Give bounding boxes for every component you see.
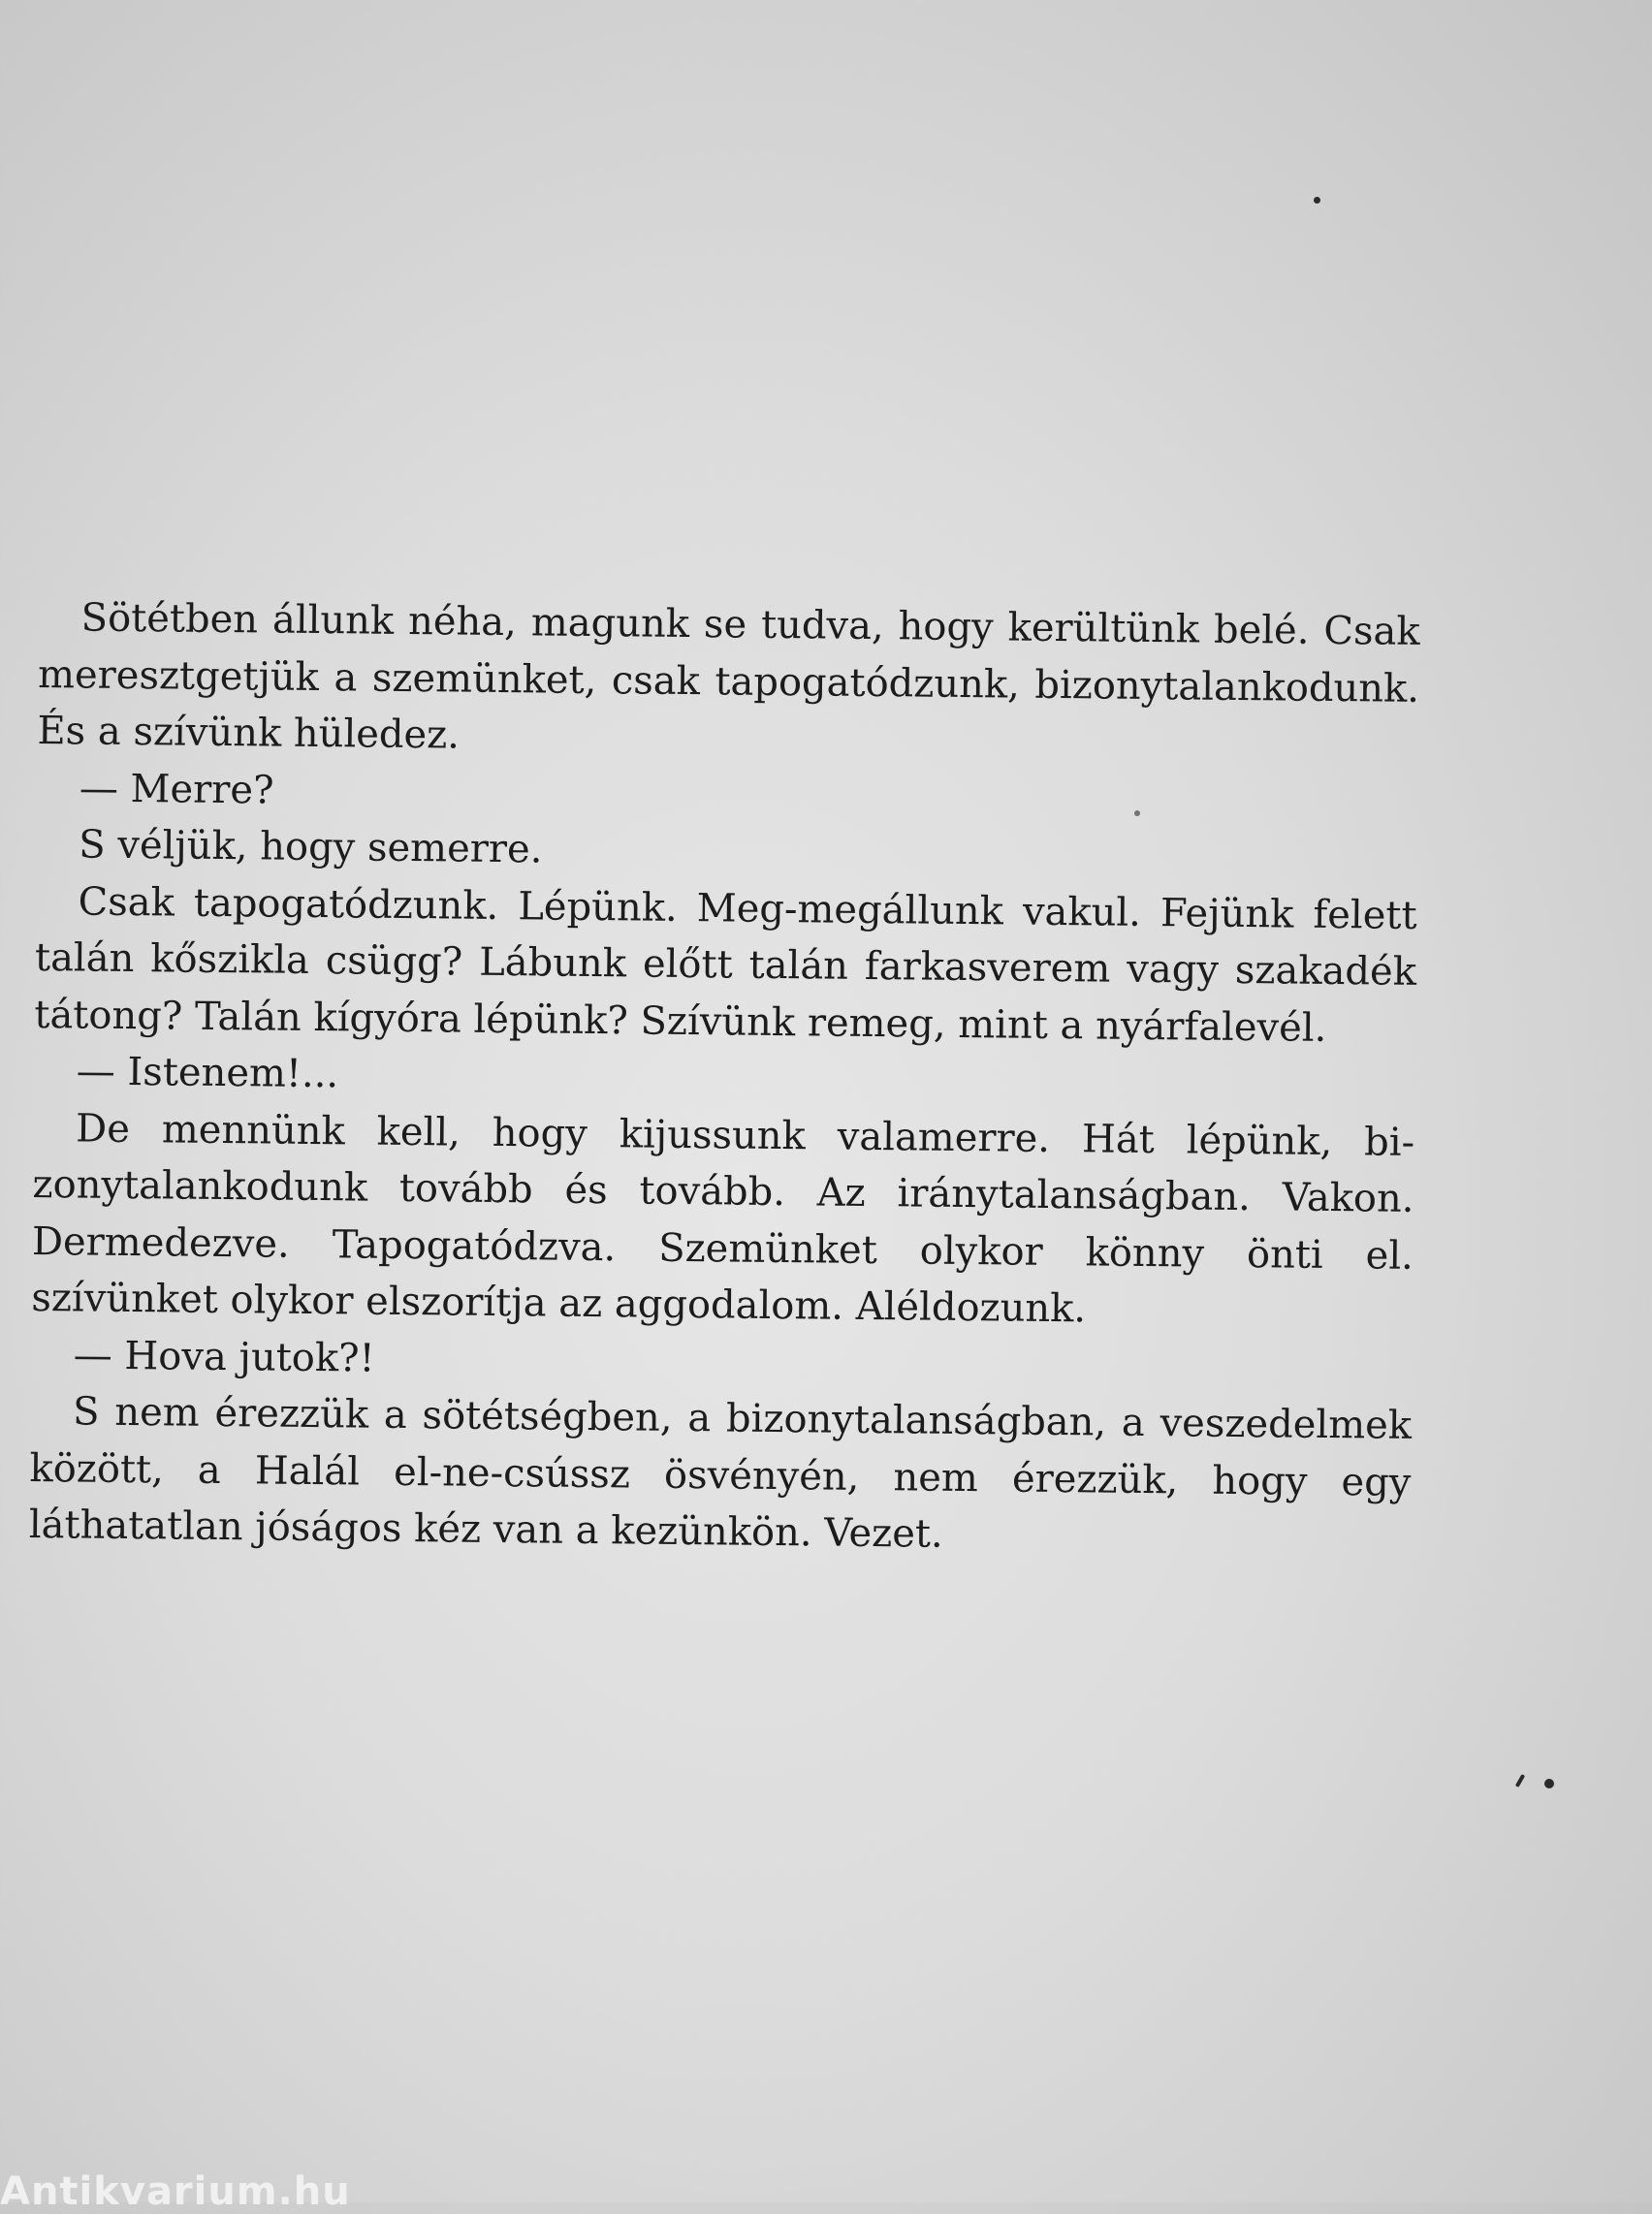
body-text [29,589,1420,1567]
paper-speck [1314,197,1320,204]
paragraph-1: Sötétben állunk néha, magunk se tudva, hogy kerültünk belé. Csak meresztgetjük a szemünket, csak tapogatódzunk, bizonytalankodunk. És a szívünk hüledez. [37,595,1420,758]
paragraph-4: Csak tapogatódzunk. Lépünk. Meg-megállunk vakul. Fejünk felett talán kőszikla csügg? Lábunk előtt talán farkasverem vagy szakadék tátong? Talán kígyóra lépünk? Szívünk remeg, mint a nyárfalevél. [34,878,1417,1051]
paper-speck [1515,1774,1525,1787]
paragraph-8: S nem érezzük a sötétségben, a bizonytalanságban, a veszedelmek között, a Halál el-ne-csússz ösvényén, nem érezzük, hogy egy láthatatlan jóságos kéz van a kezünkön. Vezet. [28,1389,1413,1557]
paragraph-2: — Merre? [79,765,274,813]
paragraph-5: — Istenem!... [76,1049,339,1097]
paragraph-6: De mennünk kell, hogy kijussunk valamerre. Hát lépünk, bizonytalankodunk tovább és tovább. Az iránytalanságban. Vakon. Dermedezve. Tapogatódzva. Szemünket olykor könny önti el. szívünket olykor elszorítja az aggodalom. Aléldozunk. [31,1105,1415,1332]
paragraph-7: — Hova jutok?! [73,1332,375,1381]
paper-speck [1544,1779,1554,1788]
paragraph-3: S véljük, hogy semerre. [79,822,543,872]
paper-speck [1134,810,1140,816]
watermark: Antikvarium.hu [0,2169,351,2214]
